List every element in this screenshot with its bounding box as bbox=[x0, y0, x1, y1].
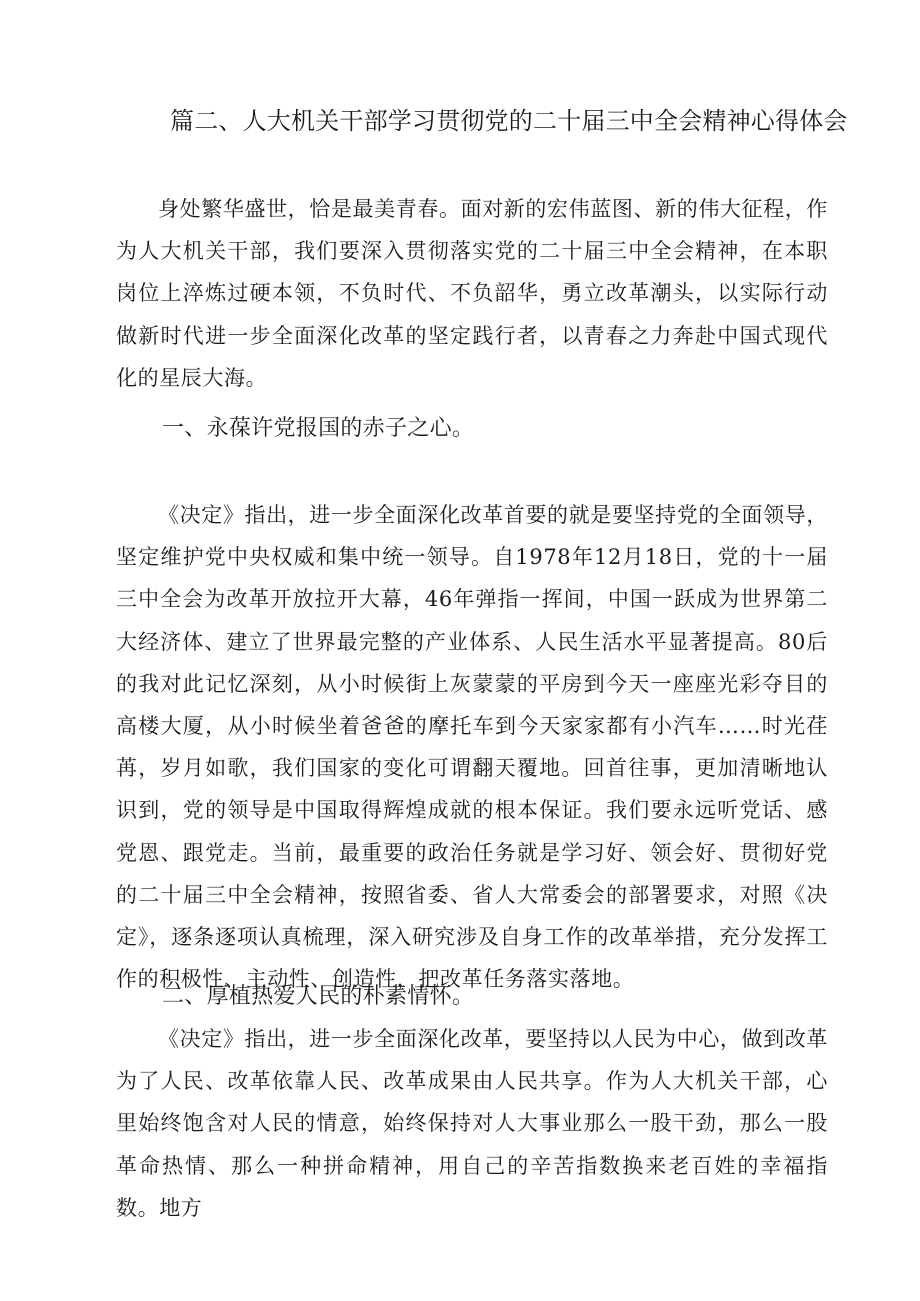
section-1-heading-block bbox=[116, 407, 828, 451]
section-paragraph-2: 《决定》指出，进一步全面深化改革，要坚持以人民为中心，做到改革为了人民、改革依靠人民、改革成果由人民共享。作为人大机关干部，心里始终饱含对人民的情意，始终保持对人大事业那么一股干劲，那么一股革命热情、那么一种拼命精神，用自己的辛苦指数换来老百姓的幸福指数。地方 bbox=[116, 1027, 828, 1220]
section-1-body-block bbox=[116, 494, 828, 1000]
section-paragraph-1: 《决定》指出，进一步全面深化改革首要的就是要坚持党的全面领导，坚定维护党中央权威和集中统一领导。自1978年12月18日，党的十一届三中全会为改革开放拉开大幕，46年弹指一挥间，中国一跃成为世界第二大经济体、建立了世界最完整的产业体系、人民生活水平显著提高。80后的我对此记忆深刻，从小时候街上灰蒙蒙的平房到今天一座座光彩夺目的高楼大厦，从小时候坐着爸爸的摩托车到今天家家都有小汽车……时光荏苒，岁月如歌，我们国家的变化可谓翻天覆地。回首往事，更加清晰地认识到，党的领导是中国取得辉煌成就的根本保证。我们要永远听党话、感党恩、跟党走。当前，最重要的政治任务就是学习好、领会好、贯彻好党的二十届三中全会精神，按照省委、省人大常委会的部署要求，对照《决定》，逐条逐项认真梳理，深入研究涉及自身工作的改革举措，充分发挥工作的积极性、主动性、创造性，把改革任务落实落地。 bbox=[116, 503, 828, 992]
section-heading-1: 一、永葆许党报国的赤子之心。 bbox=[162, 416, 475, 441]
section-2-body-block bbox=[116, 1018, 828, 1229]
document-title: 篇二、人大机关干部学习贯彻党的二十届三中全会精神心得体会 bbox=[170, 107, 848, 135]
intro-block bbox=[116, 188, 828, 399]
intro-paragraph: 身处繁华盛世，恰是最美青春。面对新的宏伟蓝图、新的伟大征程，作为人大机关干部，我们要深入贯彻落实党的二十届三中全会精神，在本职岗位上淬炼过硬本领，不负时代、不负韶华，勇立改革潮头，以实际行动做新时代进一步全面深化改革的坚定践行者，以青春之力奔赴中国式现代化的星辰大海。 bbox=[116, 197, 828, 390]
section-heading-2: 二、厚植热爱人民的朴素情怀。 bbox=[162, 984, 475, 1009]
section-2-heading-block bbox=[116, 975, 828, 1019]
